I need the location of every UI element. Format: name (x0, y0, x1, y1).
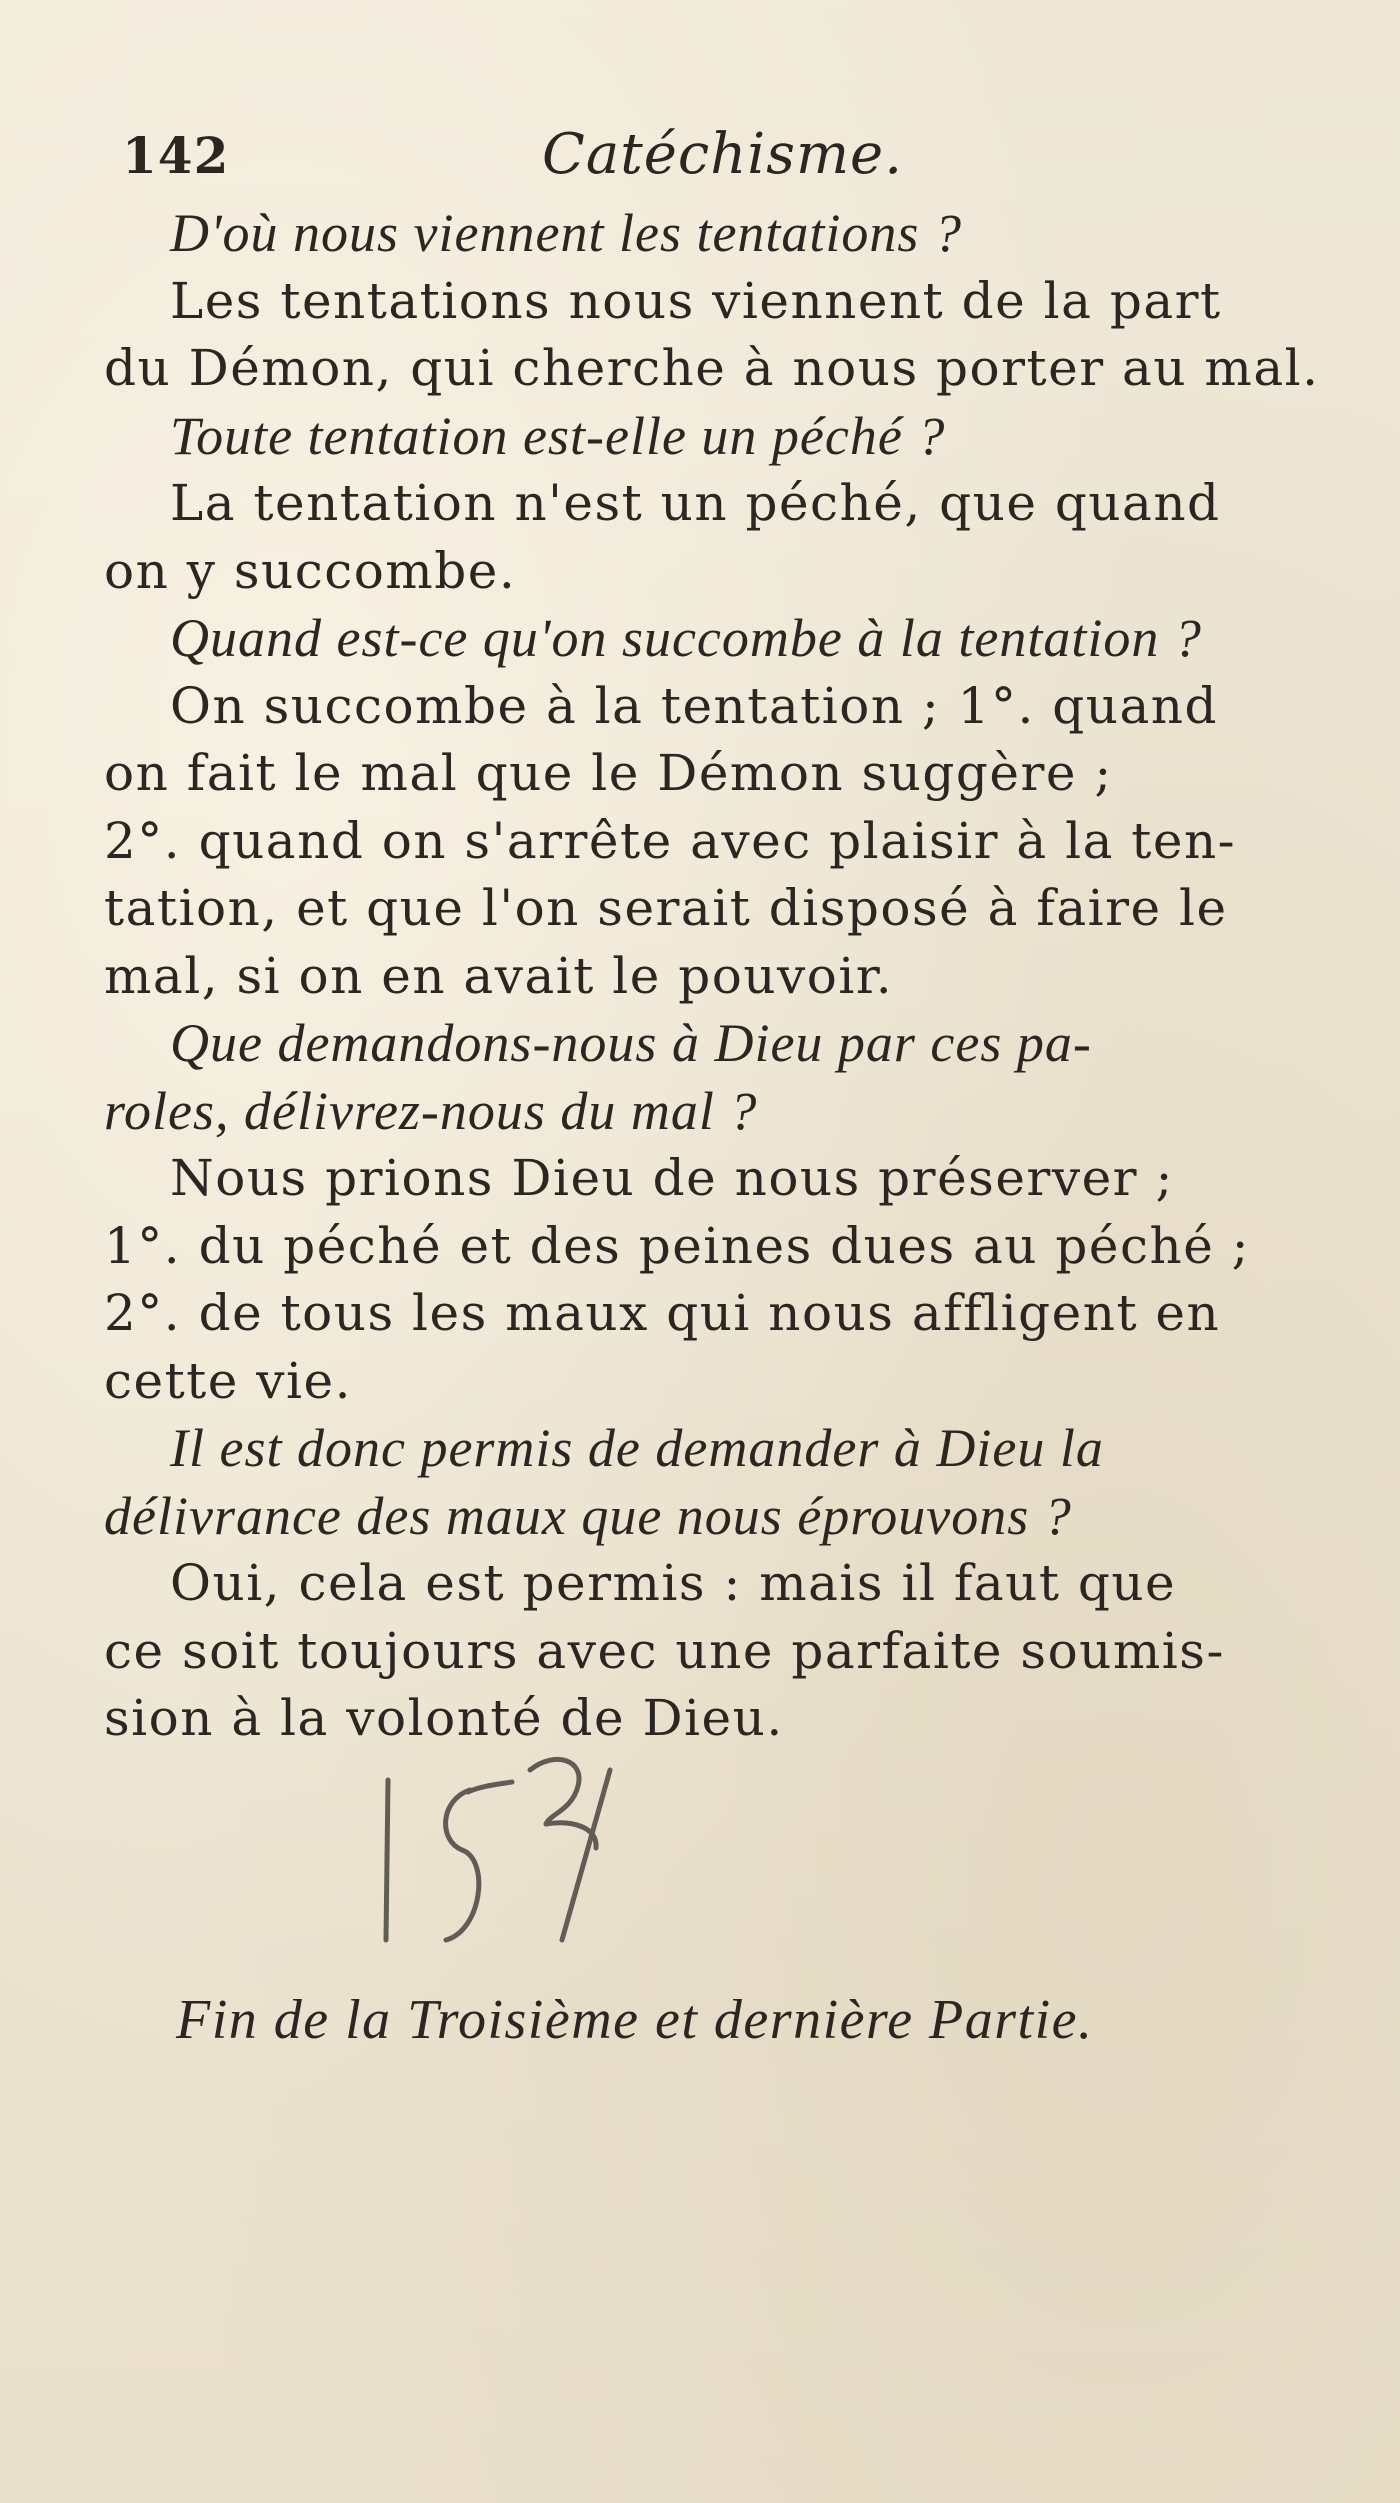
answer-line: du Démon, qui cherche à nous porter au mal. (104, 339, 1320, 397)
answer-line: Les tentations nous viennent de la part (170, 271, 1222, 330)
page-header (122, 118, 1282, 198)
question-line: Que demandons-nous à Dieu par ces pa- (170, 1013, 1092, 1073)
answer-line: on fait le mal que le Démon suggère ; (104, 744, 1113, 802)
part-end-note: Fin de la Troisième et dernière Partie. (176, 1989, 1094, 2051)
page-number: 142 (122, 126, 230, 185)
answer-line: on y succombe. (104, 541, 517, 600)
answer-line: tation, et que l'on serait disposé à faire le (104, 879, 1228, 937)
answer-line: Oui, cela est permis : mais il faut que (170, 1554, 1177, 1612)
answer-line: On succombe à la tentation ; 1°. quand (170, 676, 1218, 735)
question-line: Toute tentation est-elle un péché ? (170, 405, 946, 466)
answer-line: 2°. de tous les maux qui nous affligent en (104, 1284, 1221, 1342)
question-line: D'où nous viennent les tentations ? (170, 203, 962, 263)
answer-line: 2°. quand on s'arrête avec plaisir à la ten- (104, 811, 1237, 870)
answer-line: La tentation n'est un péché, que quand (170, 474, 1221, 532)
question-line: Il est donc permis de demander à Dieu la (170, 1418, 1104, 1478)
answer-line: Nous prions Dieu de nous préserver ; (170, 1149, 1174, 1207)
catechism-text (104, 200, 1354, 1753)
answer-line: ce soit toujours avec une parfaite soumis- (104, 1621, 1225, 1680)
question-line: roles, délivrez-nous du mal ? (104, 1080, 758, 1141)
running-title: Catéchisme. (542, 122, 903, 187)
answer-line: cette vie. (104, 1351, 352, 1410)
question-line: Quand est-ce qu'on succombe à la tentation ? (170, 608, 1202, 668)
answer-line: sion à la volonté de Dieu. (104, 1689, 784, 1747)
handwritten-pencil-note (350, 1740, 670, 1960)
question-line: délivrance des maux que nous éprouvons ? (104, 1485, 1072, 1546)
answer-line: mal, si on en avait le pouvoir. (104, 946, 894, 1005)
answer-line: 1°. du péché et des peines dues au péché ; (104, 1216, 1251, 1275)
